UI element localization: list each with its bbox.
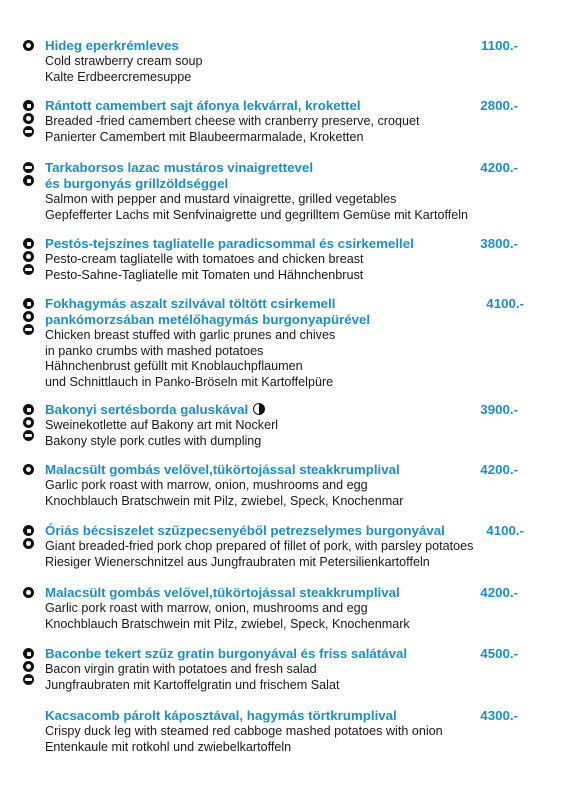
dish-title-line2: pankómorzsában metélőhagymás burgonyapürével: [45, 312, 371, 327]
dish-price: 4100.-: [486, 296, 524, 311]
dish-desc-line: Hähnchenbrust gefüllt mit Knoblauchpflaumen: [45, 359, 303, 373]
dish-title: Baconbe tekert szűz gratin burgonyával és friss salátával: [45, 646, 408, 661]
dish-desc-line: Crispy duck leg with steamed red cabboge mashed potatoes with onion: [45, 724, 443, 738]
dish-price: 4100.-: [486, 523, 524, 538]
allergen-icon: [23, 113, 34, 124]
menu-item: [0, 708, 564, 755]
allergen-icon: [23, 264, 34, 275]
dish-price: 4300.-: [480, 708, 518, 723]
dish-desc-line: Entenkaule mit rotkohl und zwiebelkartoffeln: [45, 739, 292, 754]
dish-price: 2800.-: [480, 98, 518, 113]
menu-item: [0, 296, 564, 390]
dish-title-text: Bakonyi sertésborda galuskával: [45, 402, 249, 417]
dish-desc-line: Gepfefferter Lachs mit Senfvinaigrette und gegrilltem Gemüse mit Kartoffeln: [45, 207, 469, 222]
dish-title: Tarkaborsos lazac mustáros vinaigrettevel: [45, 160, 314, 175]
dish-desc-line: Cold strawberry cream soup: [45, 54, 203, 68]
dish-desc-line: Knochblauch Bratschwein mit Pilz, zwiebel, Speck, Knochenmark: [45, 616, 410, 631]
dish-title: Pestós-tejszínes tagliatelle paradicsommal és csirkemellel: [45, 236, 414, 251]
dish-desc-line: Pesto-Sahne-Tagliatelle mit Tomaten und Hähnchenbrust: [45, 267, 364, 282]
dish-desc-line: Salmon with pepper and mustard vinaigrette, grilled vegetables: [45, 192, 397, 206]
allergen-icon: [23, 538, 34, 549]
dish-desc-line: Panierter Camembert mit Blaubeermarmalade, Kroketten: [45, 129, 364, 144]
dish-title: [45, 402, 265, 418]
allergen-icon: [23, 661, 34, 672]
dish-desc-line: Giant breaded-fried pork chop prepared of fillet of pork, with parsley potatoes: [45, 539, 474, 553]
menu-item: [0, 160, 564, 223]
allergen-icon: [23, 674, 34, 685]
dish-price: 4500.-: [480, 646, 518, 661]
allergen-icon: [23, 175, 34, 186]
menu-item: [0, 462, 564, 509]
dish-title: Fokhagymás aszalt szilvával töltött csirkemell: [45, 296, 336, 311]
allergen-icon: [23, 251, 34, 262]
dish-desc-line: in panko crumbs with mashed potatoes: [45, 343, 264, 358]
dish-desc-line: Garlic pork roast with marrow, onion, mushrooms and egg: [45, 478, 368, 492]
dish-desc-line: Knochblauch Bratschwein mit Pilz, zwiebel, Speck, Knochenmar: [45, 493, 404, 508]
menu-item: [0, 646, 564, 693]
dish-desc-line: Riesiger Wienerschnitzel aus Jungfraubraten mit Petersilienkartoffeln: [45, 554, 430, 569]
dish-title: Malacsült gombás velővel,tükörtojással steakkrumplival: [45, 585, 400, 600]
dish-price: 3800.-: [480, 236, 518, 251]
allergen-icon: [23, 311, 34, 322]
dish-desc-line: Sweinekotlette auf Bakony art mit Nockerl: [45, 418, 279, 432]
dish-price: 4200.-: [480, 462, 518, 477]
dish-desc-line: Breaded -fried camembert cheese with cranberry preserve, croquet: [45, 114, 420, 128]
dish-price: 4200.-: [480, 160, 518, 175]
dish-desc-line: Garlic pork roast with marrow, onion, mushrooms and egg: [45, 601, 368, 615]
dish-desc-line: Jungfraubraten mit Kartoffelgratin und frischem Salat: [45, 677, 340, 692]
dish-desc-line: Bacon virgin gratin with potatoes and fresh salad: [45, 662, 317, 676]
dish-price: 3900.-: [480, 402, 518, 417]
dish-title-line2: és burgonyás grillzöldséggel: [45, 176, 229, 191]
dish-price: 1100.-: [481, 38, 518, 53]
menu-item: [0, 585, 564, 632]
menu-item: [0, 38, 564, 85]
dish-desc-line: und Schnittlauch in Panko-Bröseln mit Kartoffelpüre: [45, 374, 334, 389]
allergen-icon: [23, 430, 34, 441]
dish-desc-line: Chicken breast stuffed with garlic prunes and chives: [45, 328, 336, 342]
menu-item: [0, 236, 564, 283]
allergen-icon: [23, 324, 34, 335]
dish-title: Hideg eperkrémleves: [45, 38, 179, 53]
dish-desc-line: Bakony style pork cutles with dumpling: [45, 433, 262, 448]
dish-title: Rántott camembert sajt áfonya lekvárral, krokettel: [45, 98, 361, 113]
dish-desc-line: Kalte Erdbeercremesuppe: [45, 69, 192, 84]
dish-title: Malacsült gombás velővel,tükörtojással steakkrumplival: [45, 462, 400, 477]
dish-title: Óriás bécsiszelet szűzpecsenyéből petrezselymes burgonyával: [45, 523, 445, 538]
dish-desc-line: Pesto-cream tagliatelle with tomatoes and chicken breast: [45, 252, 364, 266]
menu-item: [0, 402, 564, 449]
allergen-icon: [23, 126, 34, 137]
menu-item: [0, 523, 564, 570]
dish-price: 4200.-: [480, 585, 518, 600]
dish-title: Kacsacomb párolt káposztával, hagymás törtkrumplival: [45, 708, 397, 723]
menu-item: [0, 98, 564, 145]
allergen-icon: [23, 417, 34, 428]
half-circle-icon: [253, 403, 265, 415]
